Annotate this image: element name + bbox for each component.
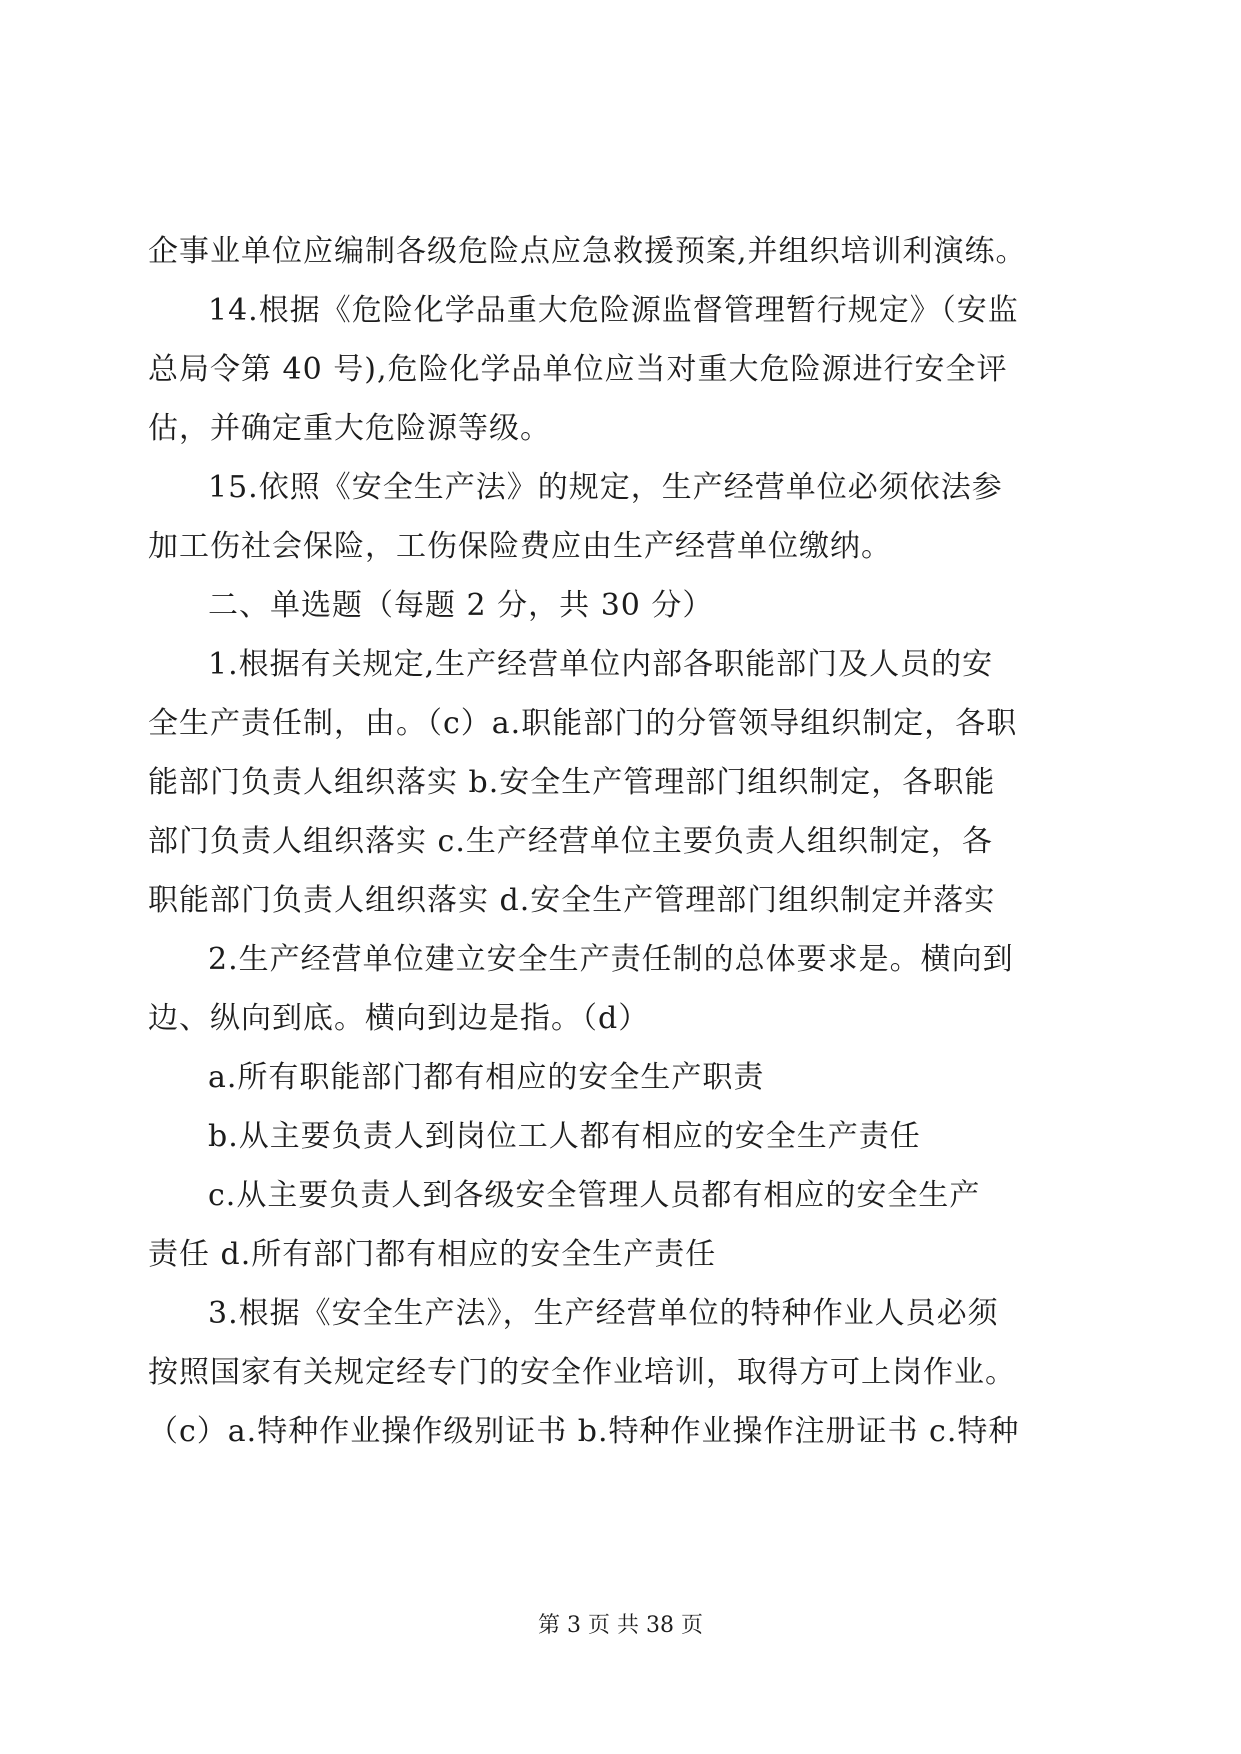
text-line: c.从主要负责人到各级安全管理人员都有相应的安全生产	[208, 1178, 981, 1213]
page-number-footer: 第 3 页 共 38 页	[538, 1613, 703, 1638]
text-line: 边、纵向到底。横向到边是指。（d）	[148, 1001, 650, 1036]
text-line: 估，并确定重大危险源等级。	[148, 411, 551, 446]
text-line: a.所有职能部门都有相应的安全生产职责	[208, 1060, 765, 1095]
text-line: 全生产责任制，由。（c）a.职能部门的分管领导组织制定，各职	[148, 706, 1018, 741]
text-line: 14.根据《危险化学品重大危险源监督管理暂行规定》（安监	[208, 293, 1019, 328]
text-line: 能部门负责人组织落实 b.安全生产管理部门组织制定，各职能	[148, 765, 996, 800]
text-line: 2.生产经营单位建立安全生产责任制的总体要求是。横向到	[208, 942, 1014, 977]
text-line: 3.根据《安全生产法》，生产经营单位的特种作业人员必须	[208, 1296, 999, 1331]
text-line: 按照国家有关规定经专门的安全作业培训，取得方可上岗作业。	[148, 1355, 1016, 1390]
text-line: 责任 d.所有部门都有相应的安全生产责任	[148, 1237, 717, 1272]
text-line: 15.依照《安全生产法》的规定，生产经营单位必须依法参	[208, 470, 1003, 505]
text-line: 部门负责人组织落实 c.生产经营单位主要负责人组织制定，各	[148, 824, 993, 859]
text-line: 总局令第 40 号),危险化学品单位应当对重大危险源进行安全评	[148, 352, 1008, 387]
section-heading: 二、单选题（每题 2 分，共 30 分）	[208, 588, 714, 623]
text-line: （c）a.特种作业操作级别证书 b.特种作业操作注册证书 c.特种	[148, 1414, 1020, 1449]
text-line: 职能部门负责人组织落实 d.安全生产管理部门组织制定并落实	[148, 883, 996, 918]
text-line: 1.根据有关规定,生产经营单位内部各职能部门及人员的安	[208, 647, 994, 682]
text-line: b.从主要负责人到岗位工人都有相应的安全生产责任	[208, 1119, 921, 1154]
text-line: 加工伤社会保险，工伤保险费应由生产经营单位缴纳。	[148, 529, 892, 564]
text-line: 企事业单位应编制各级危险点应急救援预案,并组织培训利演练。	[148, 234, 1027, 269]
